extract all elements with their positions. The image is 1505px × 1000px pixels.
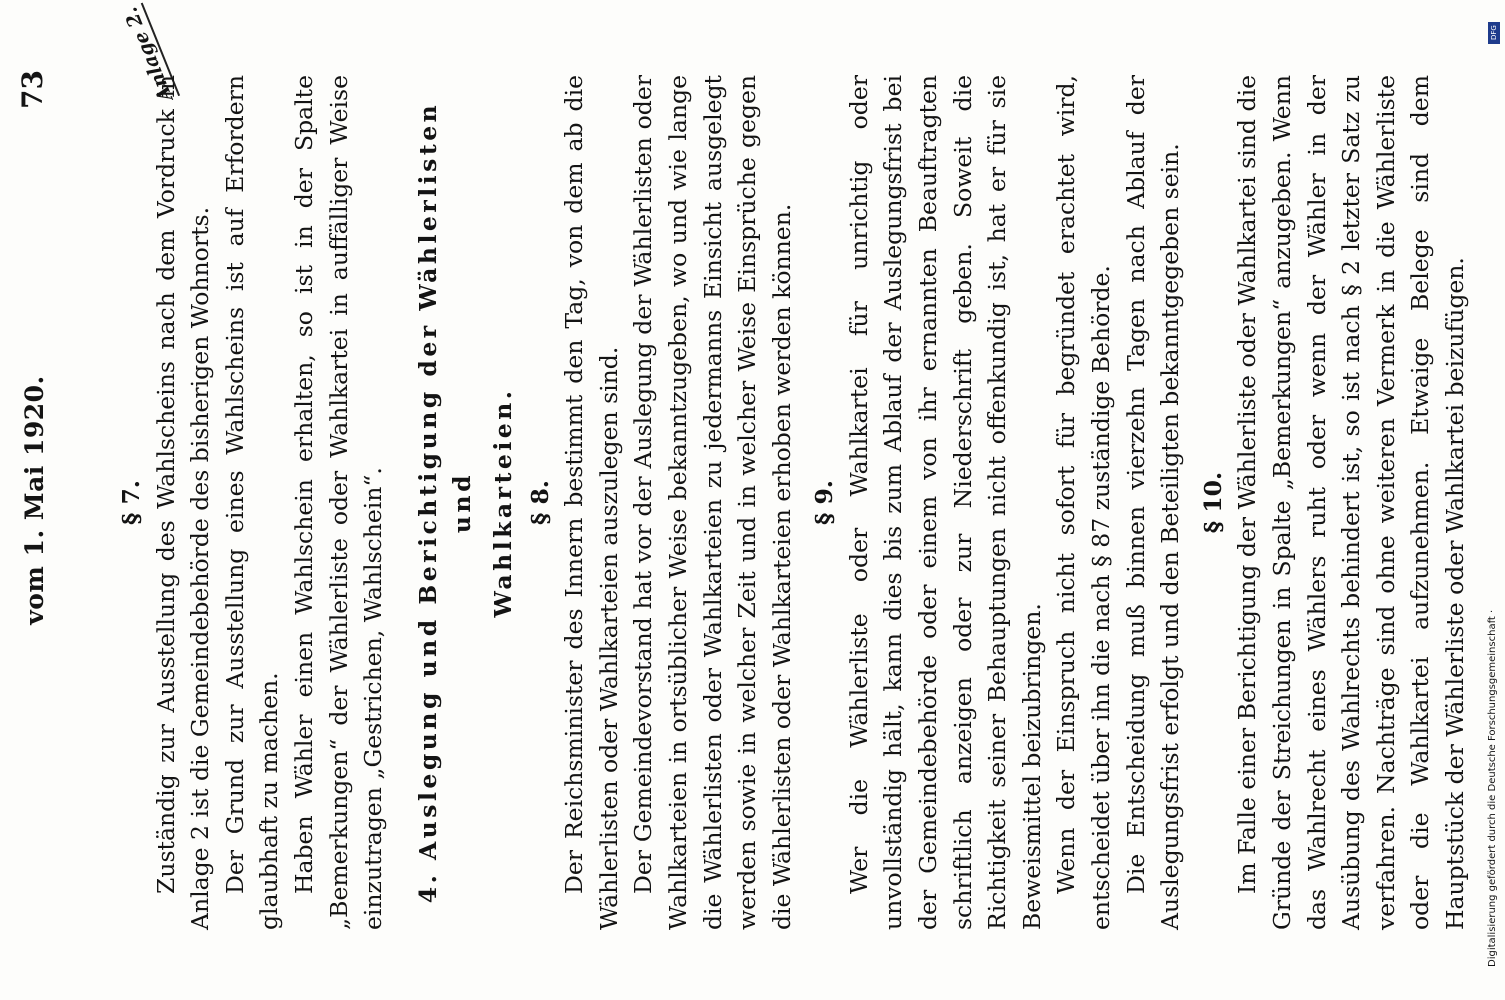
- header-date: vom 1. Mai 1920.: [20, 375, 49, 625]
- chapter-heading-line-1: 4. Auslegung und Berichtigung der Wählerlisten und: [413, 101, 477, 904]
- paragraph: Wer die Wählerliste oder Wahlkartei für unrichtig oder unvollständig hält, kann dies bis zum Ablauf der Auslegungsfrist bei der Gemeindebehörde oder einem von ihr ernannten Beauftragten schriftlich anzeigen oder zur Niederschrift geben. Soweit die Richtigkeit seiner Behauptungen nicht offenkundig ist, hat er für sie Beweismittel beizubringen.: [844, 75, 1046, 930]
- paragraph: Der Reichsminister des Innern bestimmt den Tag, von dem ab die Wählerlisten oder Wahlkarteien auszulegen sind.: [560, 75, 623, 930]
- paragraph: Die Entscheidung muß binnen vierzehn Tagen nach Ablauf der Auslegungsfrist erfolgt und den Beteiligten bekanntgegeben sein.: [1121, 75, 1185, 930]
- paragraph: Der Grund zur Ausstellung eines Wahlscheins ist auf Erfordern glaubhaft zu machen.: [220, 75, 284, 930]
- chapter-heading-line-2: Wahlkarteien.: [488, 387, 517, 618]
- dfg-logo: DFG: [1488, 22, 1500, 44]
- paragraph: Zuständig zur Ausstellung des Wahlscheins nach dem Vordruck in Anlage 2 ist die Gemeindebehörde des bisherigen Wohnorts.: [151, 75, 215, 930]
- section-title-9: § 9.: [810, 480, 839, 526]
- digitization-credit: [1487, 18, 1501, 978]
- paragraph: Im Falle einer Berichtigung der Wählerliste oder Wahlkartei sind die Gründe der Streichungen in Spalte „Bemerkungen“ anzugeben. Wenn das Wahlrecht eines Wählers ruht oder wenn der Wähler in der Ausübung des Wahlrechts behindert ist, so ist nach § 2 letzter Satz zu verfahren. Nachträge sind ohne weiteren Vermerk in die Wählerliste oder die Wahlkartei aufzunehmen. Etwaige Belege sind dem Hauptstück der Wählerliste oder Wahlkartei beizufügen.: [1233, 75, 1469, 930]
- section-title-8: § 8.: [525, 480, 554, 526]
- page-number: 73: [16, 70, 49, 109]
- paragraph: Wenn der Einspruch nicht sofort für begründet erachtet wird, entscheidet über ihn die nach § 87 zuständige Behörde.: [1052, 75, 1116, 930]
- paragraph: Haben Wähler einen Wahlschein erhalten, so ist in der Spalte „Bemerkungen“ der Wählerliste oder Wahlkartei in auffälliger Weise einzutragen „Gestrichen, Wahlschein“.: [289, 75, 388, 930]
- document-body: [112, 75, 1473, 930]
- credit-text: Digitalisierung gefördert durch die Deutsche Forschungsgemeinschaft ·: [1487, 609, 1498, 967]
- section-title-10: § 10.: [1198, 471, 1227, 534]
- section-title-7: § 7.: [117, 480, 145, 526]
- paragraph: Der Gemeindevorstand hat vor der Auslegung der Wählerlisten oder Wahlkarteien in ortsüblicher Weise bekanntzugeben, wo und wie lange die Wählerlisten oder Wahlkarteien zu jedermanns Einsicht ausgelegt werden sowie in welcher Zeit und in welcher Weise Einsprüche gegen die Wählerlisten oder Wahlkarteien erhoben werden können.: [629, 75, 796, 930]
- handwritten-annotation: Anlage 2.: [119, 3, 180, 105]
